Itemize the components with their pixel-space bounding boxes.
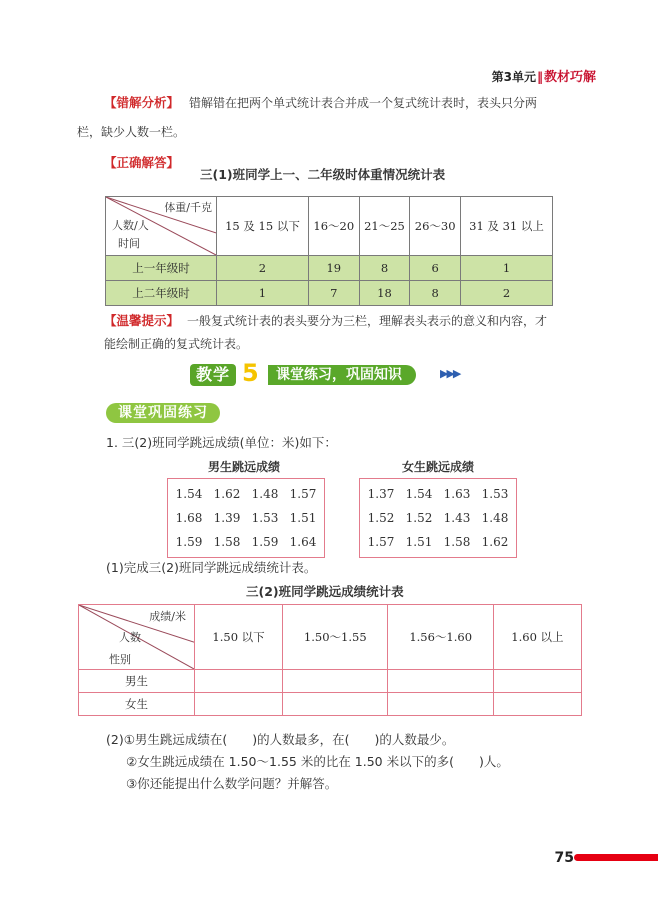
table-row — [79, 670, 582, 693]
error-analysis-line2: 栏，缺少人数一栏。 — [77, 125, 186, 139]
cell: 1.53 — [481, 487, 509, 501]
corner-time-label: 时间 — [118, 237, 140, 250]
cell: 1.68 — [175, 511, 203, 525]
unit-label: 第3单元 — [491, 70, 536, 84]
part-2-q1: (2)①男生跳远成绩在( )的人数最多，在( )的人数最少。 — [106, 732, 455, 747]
error-analysis-line1: 【错解分析】 错解错在把两个单式统计表合并成一个复式统计表时，表头只分两 — [104, 95, 538, 110]
cell: 1.37 — [367, 487, 395, 501]
cell: 6 — [410, 256, 461, 281]
boys-scores-box — [167, 478, 325, 558]
weight-table-header-row — [106, 197, 553, 256]
row-label: 上二年级时 — [106, 281, 217, 306]
table-row — [362, 506, 514, 530]
page-number: 75 — [554, 850, 574, 866]
cell: 1.54 — [405, 487, 433, 501]
jump-col-1: 1.50 以下 — [195, 605, 283, 670]
section-pill: 课堂巩固练习 — [106, 403, 220, 423]
answer-cell[interactable] — [195, 693, 283, 716]
cell: 1.59 — [175, 535, 203, 549]
row-label: 女生 — [79, 693, 195, 716]
cell: 7 — [308, 281, 359, 306]
cell: 1.52 — [405, 511, 433, 525]
cell: 1.62 — [481, 535, 509, 549]
cell: 1.63 — [443, 487, 471, 501]
table-row — [362, 482, 514, 506]
cell: 8 — [359, 256, 410, 281]
header-title: 教材巧解 — [543, 70, 596, 85]
error-analysis-section — [104, 91, 594, 115]
tip-tag: 【温馨提示】 — [104, 313, 180, 328]
cell: 18 — [359, 281, 410, 306]
cell: 1.58 — [443, 535, 471, 549]
table-row — [106, 256, 553, 281]
row-label: 上一年级时 — [106, 256, 217, 281]
corner-gender-label: 性别 — [109, 653, 131, 666]
banner-number: 5 — [242, 359, 259, 387]
cell: 1.57 — [367, 535, 395, 549]
jump-col-3: 1.56～1.60 — [388, 605, 493, 670]
cell: 1.52 — [367, 511, 395, 525]
answer-cell[interactable] — [283, 670, 388, 693]
page-header — [492, 66, 596, 85]
cell: 1 — [461, 256, 553, 281]
banner-arrows-icon: ▶▶▶ — [440, 367, 460, 380]
row-label: 男生 — [79, 670, 195, 693]
answer-cell[interactable] — [195, 670, 283, 693]
cell: 1.48 — [481, 511, 509, 525]
boys-title: 男生跳远成绩 — [208, 460, 281, 474]
part-2-q2: ②女生跳远成绩在 1.50～1.55 米的比在 1.50 米以下的多( )人。 — [126, 754, 509, 769]
part-1-instruction: (1)完成三(2)班同学跳远成绩统计表。 — [106, 560, 317, 575]
cell: 19 — [308, 256, 359, 281]
table-row — [106, 281, 553, 306]
header-separator: ‖ — [536, 70, 543, 84]
table-row — [362, 530, 514, 554]
table-row — [79, 693, 582, 716]
cell: 1.59 — [251, 535, 279, 549]
girls-title: 女生跳远成绩 — [402, 460, 475, 474]
cell: 1.51 — [405, 535, 433, 549]
cell: 2 — [217, 256, 309, 281]
error-analysis-tag: 【错解分析】 — [104, 95, 180, 110]
cell: 1.57 — [289, 487, 317, 501]
jump-stats-table — [78, 604, 582, 716]
girls-scores-table — [362, 482, 514, 554]
weight-col-5: 31 及 31 以上 — [461, 197, 553, 256]
cell: 1.64 — [289, 535, 317, 549]
answer-cell[interactable] — [283, 693, 388, 716]
table-row — [170, 530, 322, 554]
weight-table — [105, 196, 553, 306]
weight-col-2: 16～20 — [308, 197, 359, 256]
jump-table-corner — [79, 605, 195, 670]
tip-line2: 能绘制正确的复式统计表。 — [104, 337, 249, 351]
cell: 1.48 — [251, 487, 279, 501]
table-row — [170, 506, 322, 530]
boys-scores-table — [170, 482, 322, 554]
jump-table-header-row — [79, 605, 582, 670]
banner-title: 课堂练习，巩固知识 — [268, 365, 416, 385]
cell: 1.62 — [213, 487, 241, 501]
cell: 1.43 — [443, 511, 471, 525]
corner-count-label: 人数 — [119, 631, 141, 644]
table-row — [170, 482, 322, 506]
weight-col-3: 21～25 — [359, 197, 410, 256]
weight-col-1: 15 及 15 以下 — [217, 197, 309, 256]
cell: 1.58 — [213, 535, 241, 549]
answer-cell[interactable] — [493, 693, 581, 716]
correct-answer-tag: 【正确解答】 — [104, 155, 180, 170]
cell: 1.39 — [213, 511, 241, 525]
question-stem: 1. 三(2)班同学跳远成绩(单位：米)如下： — [106, 435, 337, 450]
cell: 2 — [461, 281, 553, 306]
girls-scores-box — [359, 478, 517, 558]
cell: 1.51 — [289, 511, 317, 525]
part-2-q3: ③你还能提出什么数学问题？并解答。 — [126, 776, 338, 791]
page-accent-bar — [574, 854, 658, 861]
cell: 8 — [410, 281, 461, 306]
cell: 1 — [217, 281, 309, 306]
cell: 1.53 — [251, 511, 279, 525]
jump-table-title: 三(2)班同学跳远成绩统计表 — [246, 584, 404, 599]
jump-col-2: 1.50～1.55 — [283, 605, 388, 670]
corner-count-label: 人数/人 — [112, 219, 149, 232]
answer-cell[interactable] — [388, 693, 493, 716]
banner-lesson: 教学 — [190, 364, 236, 386]
weight-col-4: 26～30 — [410, 197, 461, 256]
cell: 1.54 — [175, 487, 203, 501]
answer-cell[interactable] — [493, 670, 581, 693]
corner-score-label: 成绩/米 — [149, 610, 186, 623]
corner-weight-label: 体重/千克 — [164, 201, 212, 214]
jump-col-4: 1.60 以上 — [493, 605, 581, 670]
weight-table-corner — [106, 197, 217, 256]
answer-cell[interactable] — [388, 670, 493, 693]
lesson-banner — [190, 359, 462, 387]
tip-line1: 【温馨提示】 一般复式统计表的表头要分为三栏，理解表头表示的意义和内容，才 — [104, 313, 548, 328]
weight-table-title: 三(1)班同学上一、二年级时体重情况统计表 — [200, 167, 446, 182]
